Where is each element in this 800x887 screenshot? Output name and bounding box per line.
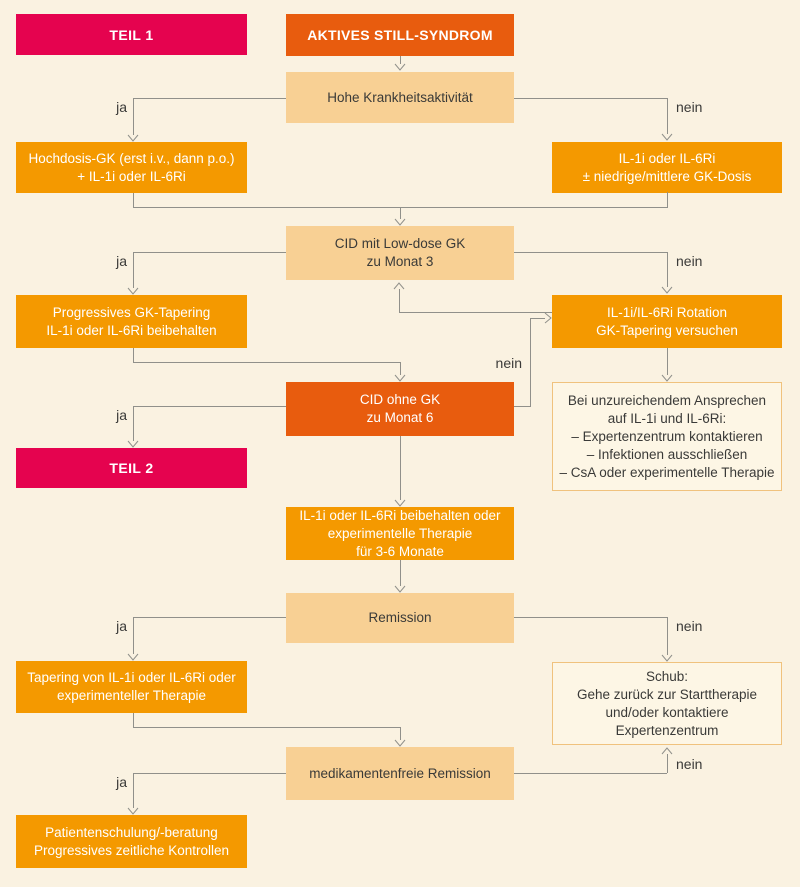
edge-label-ja: ja — [116, 407, 127, 423]
node-cid-no-gk — [286, 382, 514, 436]
edge-cid6-no-v — [530, 318, 531, 407]
edge-remission-yes-v — [133, 617, 134, 654]
edge-label-nein: nein — [676, 618, 703, 634]
text-line: GK-Tapering versuchen — [596, 322, 738, 338]
arrowhead-right-icon — [544, 312, 552, 324]
edge-drugfree-no-v — [667, 754, 668, 773]
arrowhead-down-icon — [661, 286, 673, 294]
node-drugfree-remission — [286, 747, 514, 800]
edge-taper-down-v1 — [133, 713, 134, 727]
text-line: für 3-6 Monate — [356, 543, 444, 559]
arrowhead-down-icon — [661, 374, 673, 382]
arrowhead-down-icon — [394, 374, 406, 382]
arrowhead-down-icon — [127, 287, 139, 295]
text-line: ± niedrige/mittlere GK-Dosis — [582, 168, 752, 184]
edge-rotation-loop-v — [399, 289, 400, 312]
edge-rotation-loop-h — [399, 312, 552, 313]
text-line: – CsA oder experimentelle Therapie — [559, 464, 775, 480]
text-line: Gehe zurück zur Starttherapie — [576, 686, 758, 702]
text-line: Progressives zeitliche Kontrollen — [33, 842, 230, 858]
edge-activity-no-v — [667, 98, 668, 134]
edge-activity-no-h — [514, 98, 667, 99]
text-line: experimenteller Therapie — [56, 688, 207, 703]
edge-cid3-no-h — [514, 252, 667, 253]
edge-tapering-down-h — [133, 362, 401, 363]
node-cid-lowdose-gk — [286, 226, 514, 280]
node-patient-education — [16, 815, 247, 868]
edge-merge-left-v — [133, 193, 134, 207]
text-line: – Infektionen ausschließen — [586, 446, 748, 462]
arrowhead-down-icon — [127, 653, 139, 661]
text-line: Tapering von IL-1i oder IL-6Ri oder — [27, 670, 236, 685]
edge-label-ja: ja — [116, 774, 127, 790]
edge-label-ja: ja — [116, 253, 127, 269]
text-line: Expertenzentrum — [615, 722, 719, 738]
text-line: IL-1i oder IL-6Ri — [618, 150, 716, 166]
text-line: Schub: — [645, 668, 689, 684]
edge-label-ja: ja — [116, 99, 127, 115]
edge-activity-yes-h — [133, 98, 286, 99]
edge-cid6-no-h1 — [514, 406, 531, 407]
edge-taper-down-h — [133, 727, 401, 728]
node-remission — [286, 593, 514, 643]
node-teil1 — [16, 14, 247, 55]
text-line: TEIL 1 — [109, 26, 154, 43]
node-tapering — [16, 661, 247, 713]
edge-label-nein: nein — [676, 756, 703, 772]
node-rotation — [552, 295, 782, 348]
node-start — [286, 14, 514, 56]
node-high-activity — [286, 72, 514, 123]
arrowhead-down-icon — [127, 440, 139, 448]
node-insufficient-response — [552, 382, 782, 491]
arrowhead-down-icon — [394, 218, 406, 226]
text-line: experimentelle Therapie — [327, 525, 473, 541]
edge-cid6-down-v — [400, 436, 401, 500]
text-line: AKTIVES STILL-SYNDROM — [307, 27, 493, 43]
text-line: Hochdosis-GK (erst i.v., dann p.o.) — [28, 150, 235, 166]
arrowhead-down-icon — [394, 499, 406, 507]
text-line: Progressives GK-Tapering — [52, 304, 211, 320]
arrowhead-down-icon — [661, 133, 673, 141]
text-line: und/oder kontaktiere — [605, 704, 729, 720]
text-line: IL-1i oder IL-6Ri beibehalten — [46, 322, 217, 338]
arrowhead-down-icon — [394, 63, 406, 71]
edge-merge-right-v — [667, 192, 668, 207]
arrowhead-down-icon — [394, 739, 406, 747]
text-line: Patientenschulung/-beratung — [45, 824, 218, 840]
node-il1i-il6ri-gk — [552, 142, 782, 193]
text-line: zu Monat 6 — [366, 410, 434, 425]
edge-remission-yes-h — [133, 617, 286, 618]
edge-tapering-down-v1 — [133, 348, 134, 362]
text-line: Hohe Krankheitsaktivität — [327, 89, 473, 105]
text-line: zu Monat 3 — [366, 254, 434, 269]
text-line: IL-1i/IL-6Ri Rotation — [606, 304, 728, 320]
text-line: Remission — [368, 610, 432, 625]
edge-cid6-no-h2 — [530, 318, 545, 319]
edge-label-nein: nein — [676, 99, 703, 115]
edge-remission-no-v — [667, 617, 668, 655]
edge-drugfree-yes-h — [133, 773, 286, 774]
edge-cid6-yes-h — [133, 406, 286, 407]
edge-label-nein: nein — [495, 355, 522, 371]
node-maintain-therapy — [286, 507, 514, 560]
edge-activity-yes-v — [133, 98, 134, 135]
node-progressive-tapering — [16, 295, 247, 348]
arrowhead-up-icon — [661, 747, 673, 755]
edge-drugfree-yes-v — [133, 773, 134, 808]
arrowhead-down-icon — [661, 654, 673, 662]
edge-drugfree-no-h — [514, 773, 667, 774]
edge-cid3-yes-v — [133, 252, 134, 288]
text-line: Bei unzureichendem Ansprechen — [567, 392, 767, 408]
text-line: CID ohne GK — [359, 392, 441, 407]
node-highdose-gk — [16, 142, 247, 193]
text-line: auf IL-1i und IL-6Ri: — [607, 410, 727, 426]
node-relapse — [552, 662, 782, 745]
edge-label-nein: nein — [676, 253, 703, 269]
edge-maintain-down-v — [400, 560, 401, 586]
arrowhead-down-icon — [394, 585, 406, 593]
text-line: + IL-1i oder IL-6Ri — [77, 168, 186, 184]
arrowhead-down-icon — [127, 807, 139, 815]
node-teil2 — [16, 448, 247, 488]
edge-cid6-yes-v — [133, 406, 134, 441]
edge-remission-no-h — [514, 617, 667, 618]
text-line: – Expertenzentrum kontaktieren — [571, 428, 763, 444]
edge-rotation-down-v — [667, 348, 668, 375]
edge-cid3-yes-h — [133, 252, 286, 253]
arrowhead-down-icon — [127, 134, 139, 142]
text-line: medikamentenfreie Remission — [309, 765, 491, 781]
arrowhead-up-icon — [393, 282, 405, 290]
text-line: TEIL 2 — [109, 460, 154, 476]
text-line: IL-1i oder IL-6Ri beibehalten oder — [299, 507, 501, 523]
edge-label-ja: ja — [116, 618, 127, 634]
text-line: CID mit Low-dose GK — [334, 236, 466, 251]
edge-cid3-no-v — [667, 252, 668, 287]
